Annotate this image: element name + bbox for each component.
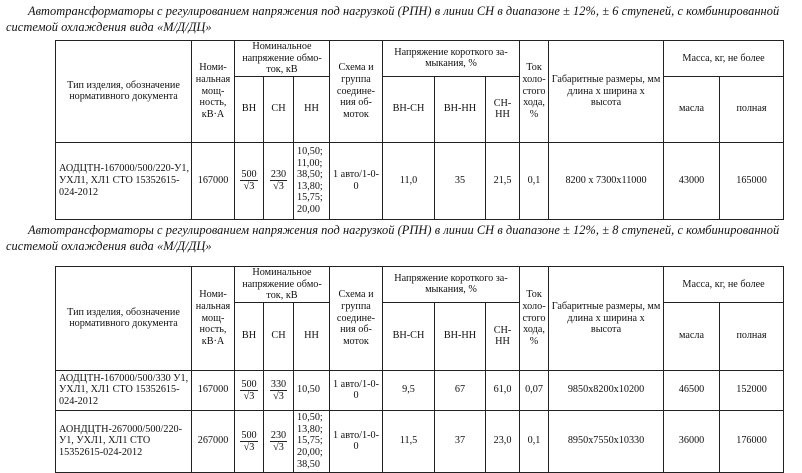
cell-power: 267000: [192, 410, 235, 472]
header-sc-voltage: Напряжение короткого за-мыкания, %: [383, 41, 520, 77]
caption-table-1: Автотрансформаторы с регулированием напряжения под нагрузкой (РПН) в линии СН в диапазоне ± 12%, ± 6 ступеней, с комбинированной системой охлаждения вида «М/Д/ДЦ»: [6, 4, 780, 34]
cell-power: 167000: [192, 370, 235, 410]
vn-numerator: 500: [241, 169, 257, 181]
cell-mass-oil: 36000: [664, 410, 720, 472]
sn-numerator: 230: [270, 429, 287, 441]
header-vn-sn: ВН-СН: [383, 76, 435, 142]
header-idle-current: Ток холо-стого хода, %: [520, 41, 549, 143]
cell-sn-nn: 61,0: [486, 370, 520, 410]
cell-mass-full: 165000: [720, 142, 784, 219]
header-vn-sn: ВН-СН: [383, 302, 435, 370]
vn-denominator: √3: [243, 181, 255, 193]
sn-numerator: 230: [270, 169, 287, 181]
header-idle-current: Ток холо-стого хода, %: [520, 267, 549, 371]
header-vn-nn: ВН-НН: [435, 76, 486, 142]
cell-mass-full: 176000: [720, 410, 784, 472]
spec-table-1: [55, 40, 784, 220]
header-power: Номи-нальная мощ-ность, кВ·А: [192, 41, 235, 143]
header-mass-oil: масла: [664, 302, 720, 370]
cell-vn-sn: 9,5: [383, 370, 435, 410]
table-row: [56, 410, 784, 472]
header-vn: ВН: [235, 302, 264, 370]
header-rated-voltage: Номинальное напряжение обмо-ток, кВ: [235, 267, 330, 303]
header-power: Номи-нальная мощ-ность, кВ·А: [192, 267, 235, 371]
cell-vn-nn: 67: [435, 370, 486, 410]
cell-idle: 0,1: [520, 142, 549, 219]
cell-mass-full: 152000: [720, 370, 784, 410]
vn-numerator: 500: [241, 429, 257, 441]
cell-vn: [235, 370, 264, 410]
header-nn: НН: [294, 302, 330, 370]
header-dimensions: Габаритные размеры, мм длина х ширина х высота: [549, 267, 664, 371]
vn-denominator: √3: [243, 441, 255, 453]
cell-dims: 8200 х 7300х11000: [549, 142, 664, 219]
cell-dims: 8950х7550х10330: [549, 410, 664, 472]
vn-denominator: √3: [243, 390, 255, 402]
cell-type: АОДЦТН-167000/500/330 У1, УХЛ1, ХЛ1 СТО 15352615-024-2012: [56, 370, 192, 410]
cell-vn-nn: 37: [435, 410, 486, 472]
cell-sn: [264, 410, 294, 472]
header-vn: ВН: [235, 76, 264, 142]
header-sc-voltage: Напряжение короткого за-мыкания, %: [383, 267, 520, 303]
vn-numerator: 500: [241, 378, 257, 390]
sn-denominator: √3: [273, 441, 284, 453]
cell-dims: 9850х8200х10200: [549, 370, 664, 410]
header-mass: Масса, кг, не более: [664, 41, 784, 77]
cell-vn-sn: 11,5: [383, 410, 435, 472]
table-row: [56, 370, 784, 410]
header-rated-voltage: Номинальное напряжение обмо-ток, кВ: [235, 41, 330, 77]
cell-nn: 10,50; 11,00; 38,50; 13,80; 15,75; 20,00: [294, 142, 330, 219]
cell-nn: 10,50: [294, 370, 330, 410]
header-mass: Масса, кг, не более: [664, 267, 784, 303]
header-scheme: Схема и группа соедине-ния об-моток: [330, 41, 383, 143]
cell-mass-oil: 43000: [664, 142, 720, 219]
sn-denominator: √3: [273, 181, 284, 193]
cell-nn: 10,50; 13,80; 15,75; 20,00; 38,50: [294, 410, 330, 472]
cell-mass-oil: 46500: [664, 370, 720, 410]
cell-power: 167000: [192, 142, 235, 219]
cell-sn: [264, 142, 294, 219]
cell-vn: [235, 142, 264, 219]
caption-table-2: Автотрансформаторы с регулированием напряжения под нагрузкой (РПН) в линии СН в диапазоне ± 12%, ± 8 ступеней, с комбинированной системой охлаждения вида «М/Д/ДЦ»: [6, 223, 780, 253]
cell-sn-nn: 21,5: [486, 142, 520, 219]
cell-vn-nn: 35: [435, 142, 486, 219]
cell-vn-sn: 11,0: [383, 142, 435, 219]
header-dimensions: Габаритные размеры, мм длина х ширина х высота: [549, 41, 664, 143]
cell-sn-nn: 23,0: [486, 410, 520, 472]
cell-idle: 0,07: [520, 370, 549, 410]
cell-scheme: 1 авто/1-0-0: [330, 410, 383, 472]
cell-type: АОНДЦТН-267000/500/220-У1, УХЛ1, ХЛ1 СТО 15352615-024-2012: [56, 410, 192, 472]
header-mass-full: полная: [720, 302, 784, 370]
spec-table-2: [55, 266, 784, 473]
header-sn-nn: СН-НН: [486, 76, 520, 142]
header-mass-full: полная: [720, 76, 784, 142]
cell-idle: 0,1: [520, 410, 549, 472]
header-mass-oil: масла: [664, 76, 720, 142]
header-sn: СН: [264, 76, 294, 142]
sn-numerator: 330: [270, 378, 287, 390]
header-sn: СН: [264, 302, 294, 370]
cell-scheme: 1 авто/1-0-0: [330, 142, 383, 219]
header-vn-nn: ВН-НН: [435, 302, 486, 370]
cell-type: АОДЦТН-167000/500/220-У1, УХЛ1, ХЛ1 СТО 15352615-024-2012: [56, 142, 192, 219]
cell-vn: [235, 410, 264, 472]
table-row: [56, 142, 784, 219]
cell-scheme: 1 авто/1-0-0: [330, 370, 383, 410]
cell-sn: [264, 370, 294, 410]
header-type: Тип изделия, обозначение нормативного документа: [56, 267, 192, 371]
header-type: Тип изделия, обозначение нормативного документа: [56, 41, 192, 143]
header-sn-nn: СН-НН: [486, 302, 520, 370]
header-scheme: Схема и группа соедине-ния об-моток: [330, 267, 383, 371]
sn-denominator: √3: [273, 390, 284, 402]
header-nn: НН: [294, 76, 330, 142]
